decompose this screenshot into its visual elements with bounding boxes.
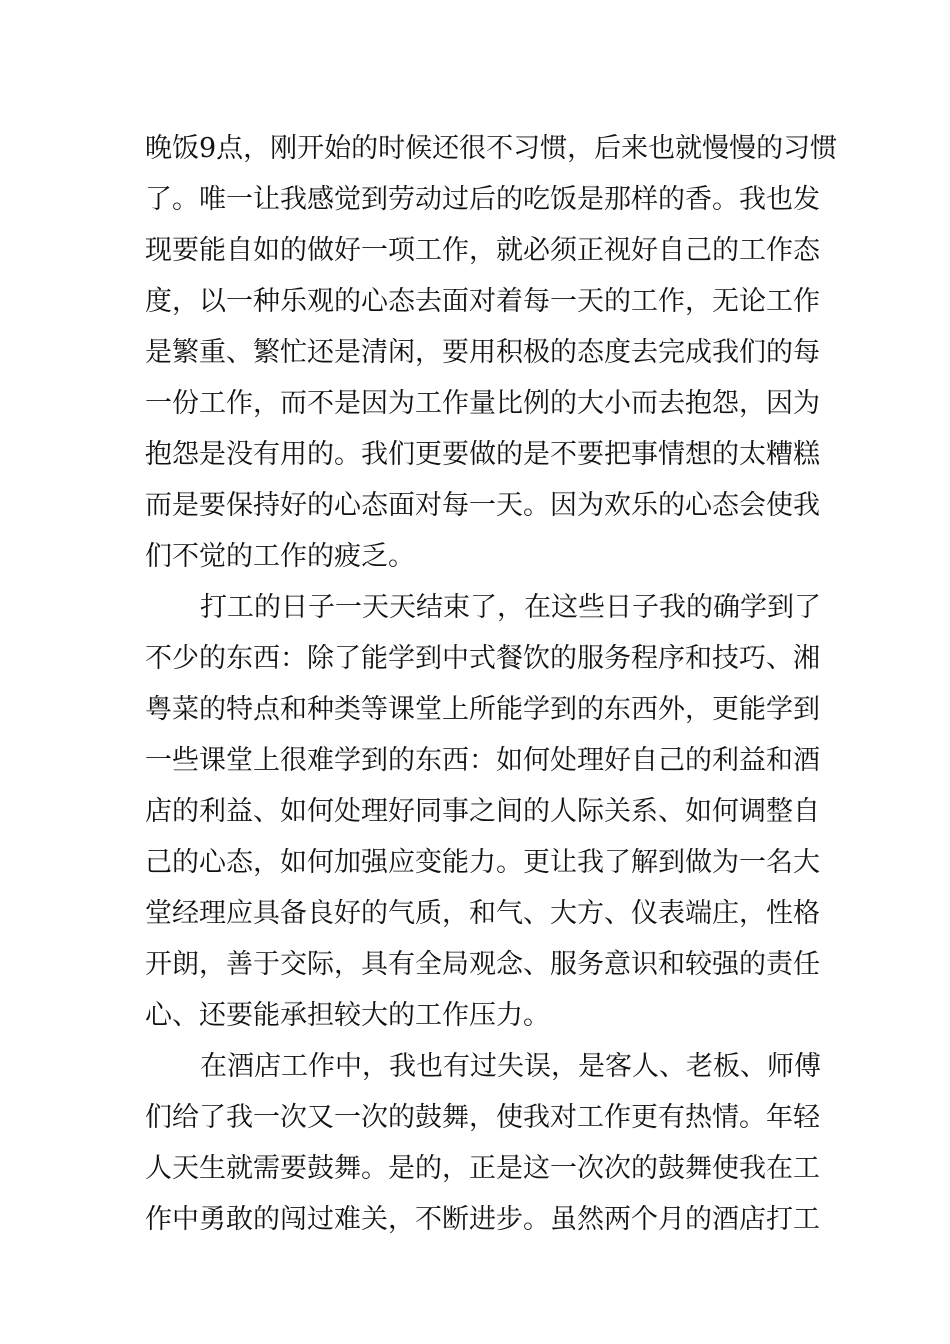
text-line: 人天生就需要鼓舞。是的，正是这一次次的鼓舞使我在工 [145,1153,820,1184]
paragraph-first-line: 打工的日子一天天结束了，在这些日子我的确学到了 [200,592,821,623]
text-line: 不少的东西：除了能学到中式餐饮的服务程序和技巧、湘 [145,643,820,674]
text-line: 店的利益、如何处理好同事之间的人际关系、如何调整自 [145,796,820,827]
text-line: 现要能自如的做好一项工作，就必须正视好自己的工作态 [145,235,820,266]
text-line: 开朗，善于交际，具有全局观念、服务意识和较强的责任 [145,949,820,980]
text-line: 作中勇敢的闯过难关，不断进步。虽然两个月的酒店打工 [145,1204,820,1235]
text-line: 晚饭9点，刚开始的时候还很不习惯，后来也就慢慢的习惯 [145,133,838,164]
text-line: 一份工作，而不是因为工作量比例的大小而去抱怨，因为 [145,388,820,419]
text-line: 了。唯一让我感觉到劳动过后的吃饭是那样的香。我也发 [145,184,820,215]
text-line: 己的心态，如何加强应变能力。更让我了解到做为一名大 [145,847,820,878]
text-line: 们不觉的工作的疲乏。 [145,541,415,572]
text-line: 粤菜的特点和种类等课堂上所能学到的东西外，更能学到 [145,694,820,725]
text-line: 们给了我一次又一次的鼓舞，使我对工作更有热情。年轻 [145,1102,820,1133]
text-line: 度，以一种乐观的心态去面对着每一天的工作，无论工作 [145,286,820,317]
text-line: 抱怨是没有用的。我们更要做的是不要把事情想的太糟糕 [145,439,820,470]
text-line: 是繁重、繁忙还是清闲，要用积极的态度去完成我们的每 [145,337,820,368]
text-line: 心、还要能承担较大的工作压力。 [145,1000,550,1031]
text-line: 而是要保持好的心态面对每一天。因为欢乐的心态会使我 [145,490,820,521]
text-line: 堂经理应具备良好的气质，和气、大方、仪表端庄，性格 [145,898,820,929]
paragraph-first-line: 在酒店工作中，我也有过失误，是客人、老板、师傅 [200,1051,821,1082]
text-line: 一些课堂上很难学到的东西：如何处理好自己的利益和酒 [145,745,820,776]
